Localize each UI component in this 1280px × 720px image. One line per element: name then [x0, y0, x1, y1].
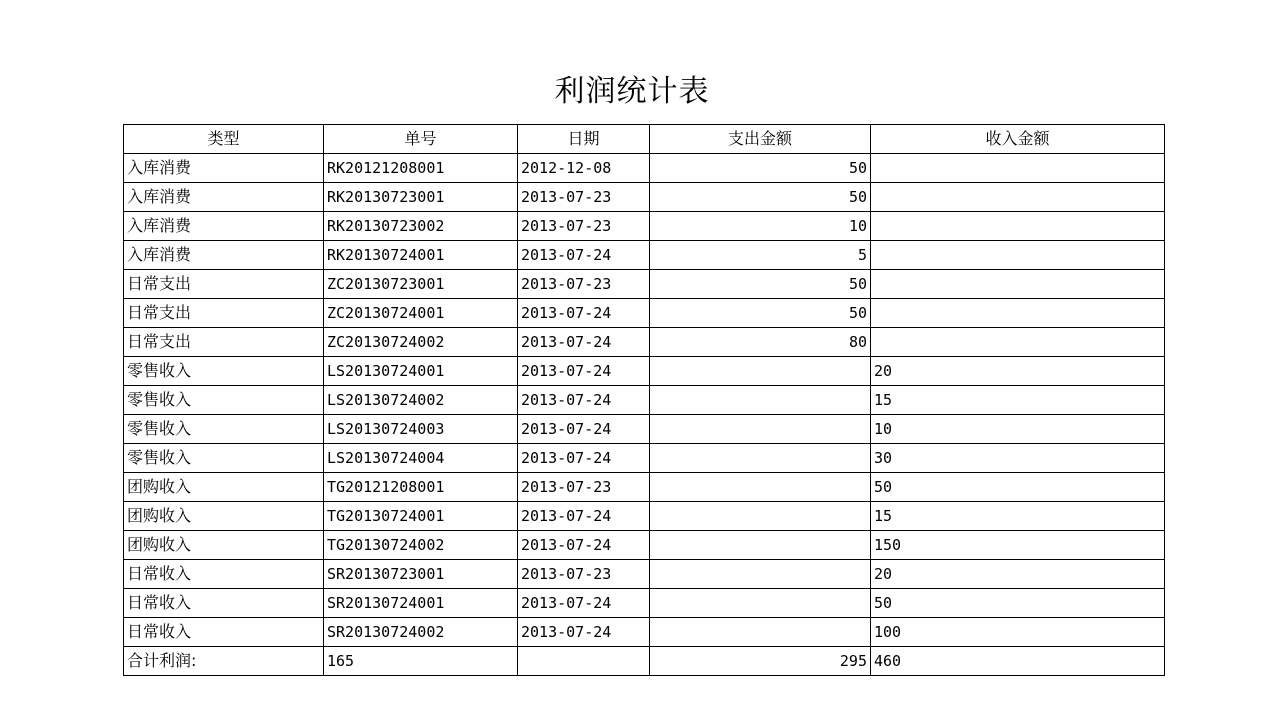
- cell-type: 入库消费: [124, 154, 324, 183]
- cell-expense: [650, 618, 871, 647]
- cell-income: [871, 154, 1165, 183]
- cell-expense: [650, 473, 871, 502]
- cell-income: 15: [871, 386, 1165, 415]
- cell-number: TG20130724002: [324, 531, 518, 560]
- table-row: [124, 154, 1165, 183]
- cell-expense: [650, 444, 871, 473]
- cell-number: SR20130723001: [324, 560, 518, 589]
- cell-income: 150: [871, 531, 1165, 560]
- cell-income: [871, 270, 1165, 299]
- cell-number: RK20130723001: [324, 183, 518, 212]
- cell-expense: [650, 531, 871, 560]
- cell-expense: 50: [650, 270, 871, 299]
- cell-type: 日常收入: [124, 618, 324, 647]
- column-header-expense: 支出金额: [650, 125, 871, 154]
- cell-expense: 50: [650, 154, 871, 183]
- cell-income: [871, 299, 1165, 328]
- cell-type: 零售收入: [124, 386, 324, 415]
- cell-type: 零售收入: [124, 357, 324, 386]
- column-header-income: 收入金额: [871, 125, 1165, 154]
- cell-date: 2013-07-24: [518, 357, 650, 386]
- cell-number: RK20130723002: [324, 212, 518, 241]
- table-row: [124, 473, 1165, 502]
- column-header-number: 单号: [324, 125, 518, 154]
- cell-type: 零售收入: [124, 444, 324, 473]
- cell-number: LS20130724001: [324, 357, 518, 386]
- cell-income: 30: [871, 444, 1165, 473]
- cell-expense: 50: [650, 299, 871, 328]
- cell-number: TG20121208001: [324, 473, 518, 502]
- table-row: [124, 560, 1165, 589]
- cell-income: 50: [871, 589, 1165, 618]
- total-date: [518, 647, 650, 676]
- cell-date: 2013-07-23: [518, 560, 650, 589]
- profit-table: [123, 124, 1165, 676]
- cell-income: 50: [871, 473, 1165, 502]
- cell-number: ZC20130723001: [324, 270, 518, 299]
- table-row: [124, 386, 1165, 415]
- cell-date: 2013-07-23: [518, 270, 650, 299]
- cell-date: 2013-07-24: [518, 386, 650, 415]
- cell-date: 2013-07-24: [518, 241, 650, 270]
- cell-date: 2013-07-24: [518, 444, 650, 473]
- cell-date: 2013-07-24: [518, 531, 650, 560]
- cell-expense: 50: [650, 183, 871, 212]
- cell-date: 2013-07-24: [518, 502, 650, 531]
- cell-expense: [650, 589, 871, 618]
- table-row: [124, 328, 1165, 357]
- cell-income: 100: [871, 618, 1165, 647]
- cell-expense: [650, 357, 871, 386]
- cell-type: 日常支出: [124, 270, 324, 299]
- cell-expense: 5: [650, 241, 871, 270]
- cell-date: 2013-07-24: [518, 415, 650, 444]
- cell-expense: [650, 415, 871, 444]
- cell-type: 日常支出: [124, 328, 324, 357]
- cell-income: [871, 212, 1165, 241]
- cell-date: 2013-07-23: [518, 183, 650, 212]
- cell-number: LS20130724002: [324, 386, 518, 415]
- table-row: [124, 618, 1165, 647]
- cell-expense: [650, 560, 871, 589]
- table-row: [124, 502, 1165, 531]
- table-row: [124, 241, 1165, 270]
- cell-number: LS20130724004: [324, 444, 518, 473]
- cell-number: RK20121208001: [324, 154, 518, 183]
- cell-expense: 10: [650, 212, 871, 241]
- cell-expense: [650, 386, 871, 415]
- total-row: [124, 647, 1165, 676]
- total-profit: 165: [324, 647, 518, 676]
- cell-number: TG20130724001: [324, 502, 518, 531]
- cell-type: 入库消费: [124, 212, 324, 241]
- cell-date: 2013-07-23: [518, 473, 650, 502]
- table-row: [124, 357, 1165, 386]
- cell-date: 2013-07-24: [518, 328, 650, 357]
- cell-type: 团购收入: [124, 473, 324, 502]
- total-expense: 295: [650, 647, 871, 676]
- cell-date: 2013-07-24: [518, 618, 650, 647]
- cell-expense: 80: [650, 328, 871, 357]
- table-row: [124, 531, 1165, 560]
- cell-income: [871, 183, 1165, 212]
- cell-income: 15: [871, 502, 1165, 531]
- cell-income: 20: [871, 357, 1165, 386]
- total-income: 460: [871, 647, 1165, 676]
- cell-date: 2012-12-08: [518, 154, 650, 183]
- cell-type: 日常收入: [124, 589, 324, 618]
- cell-number: ZC20130724002: [324, 328, 518, 357]
- cell-type: 团购收入: [124, 502, 324, 531]
- cell-type: 零售收入: [124, 415, 324, 444]
- cell-date: 2013-07-24: [518, 299, 650, 328]
- table-row: [124, 415, 1165, 444]
- table-row: [124, 270, 1165, 299]
- cell-type: 日常支出: [124, 299, 324, 328]
- cell-number: LS20130724003: [324, 415, 518, 444]
- cell-number: SR20130724001: [324, 589, 518, 618]
- table-header-row: [124, 125, 1165, 154]
- cell-type: 团购收入: [124, 531, 324, 560]
- table-row: [124, 444, 1165, 473]
- cell-income: [871, 241, 1165, 270]
- table-row: [124, 212, 1165, 241]
- cell-date: 2013-07-24: [518, 589, 650, 618]
- table-row: [124, 589, 1165, 618]
- table-row: [124, 299, 1165, 328]
- page-title: 利润统计表: [554, 74, 710, 109]
- cell-date: 2013-07-23: [518, 212, 650, 241]
- column-header-type: 类型: [124, 125, 324, 154]
- cell-income: 20: [871, 560, 1165, 589]
- total-label: 合计利润:: [124, 647, 324, 676]
- cell-number: SR20130724002: [324, 618, 518, 647]
- cell-number: RK20130724001: [324, 241, 518, 270]
- cell-type: 入库消费: [124, 241, 324, 270]
- cell-income: 10: [871, 415, 1165, 444]
- cell-number: ZC20130724001: [324, 299, 518, 328]
- cell-type: 日常收入: [124, 560, 324, 589]
- table-body: [124, 154, 1165, 676]
- cell-type: 入库消费: [124, 183, 324, 212]
- cell-expense: [650, 502, 871, 531]
- cell-income: [871, 328, 1165, 357]
- column-header-date: 日期: [518, 125, 650, 154]
- table-row: [124, 183, 1165, 212]
